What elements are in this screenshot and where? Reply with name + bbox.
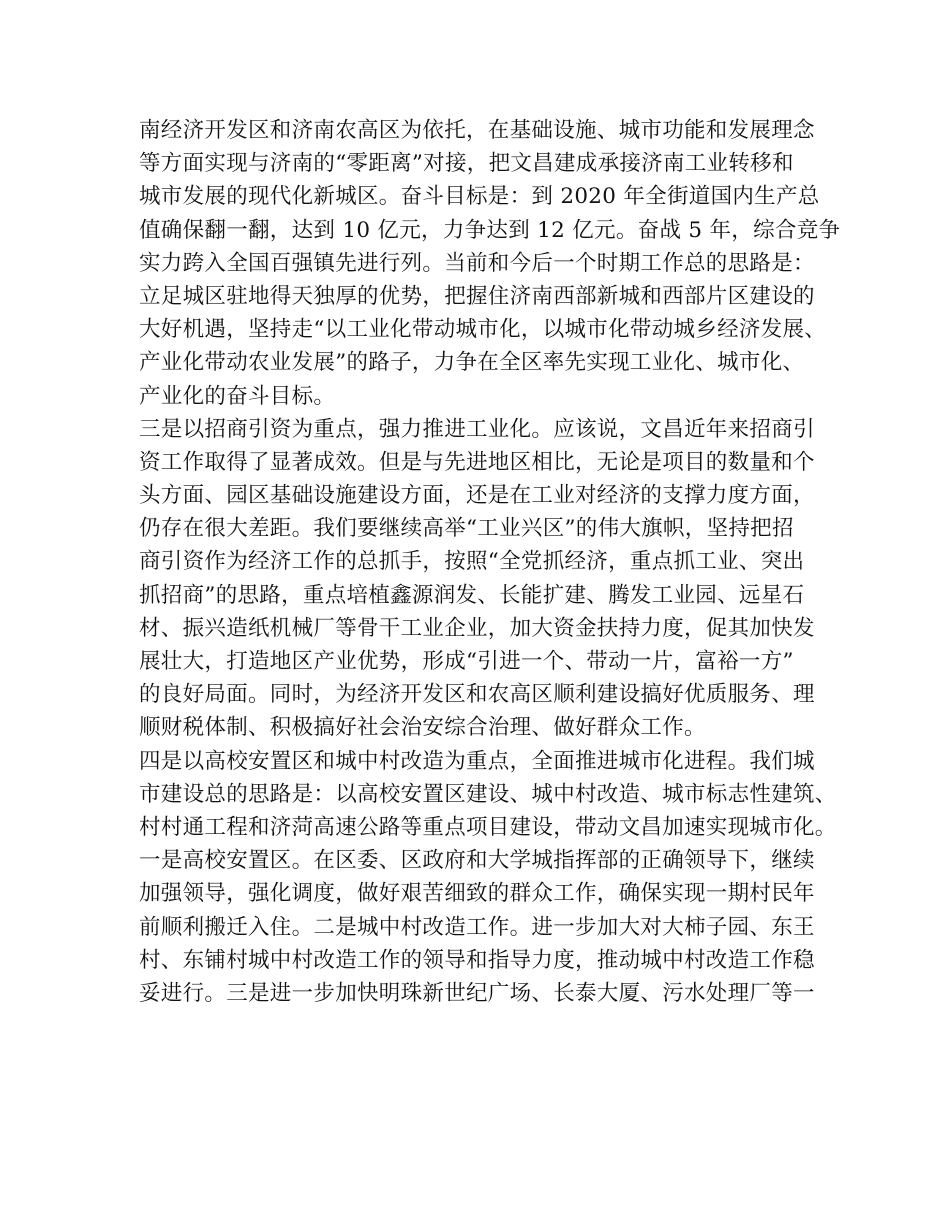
text-line: 一是高校安置区。在区委、区政府和大学城指挥部的正确领导下，继续 — [139, 848, 815, 874]
text-line: 资工作取得了显著成效。但是与先进地区相比，无论是项目的数量和个 — [139, 449, 815, 475]
text-line: 商引资作为经济工作的总抓手，按照“全党抓经济，重点抓工业、突出 — [139, 549, 805, 575]
text-line: 产业化的奋斗目标。 — [139, 383, 336, 409]
text-line: 顺财税体制、积极搞好社会治安综合治理、做好群众工作。 — [139, 715, 706, 741]
text-line: 等方面实现与济南的“零距离”对接，把文昌建成承接济南工业转移和 — [139, 151, 794, 177]
text-line: 的良好局面。同时，为经济开发区和农高区顺利建设搞好优质服务、理 — [139, 682, 815, 708]
text-line: 前顺利搬迁入住。二是城中村改造工作。进一步加大对大柿子园、东王 — [139, 914, 815, 940]
text-line: 抓招商”的思路，重点培植鑫源润发、长能扩建、腾发工业园、远星石 — [139, 582, 805, 608]
text-line: 立足城区驻地得天独厚的优势，把握住济南西部新城和西部片区建设的 — [139, 283, 815, 309]
text-line: 材、振兴造纸机械厂等骨干工业企业，加大资金扶持力度，促其加快发 — [139, 615, 815, 641]
text-line: 城市发展的现代化新城区。奋斗目标是：到 2020 年全街道国内生产总 — [139, 184, 820, 210]
text-line: 大好机遇，坚持走“以工业化带动城市化，以城市化带动城乡经济发展、 — [139, 317, 827, 343]
text-line: 仍存在很大差距。我们要继续高举“工业兴区”的伟大旗帜，坚持把招 — [139, 516, 794, 542]
text-line: 村村通工程和济菏高速公路等重点项目建设，带动文昌加速实现城市化。 — [139, 814, 837, 840]
body-text — [139, 114, 841, 1010]
text-line: 市建设总的思路是：以高校安置区建设、城中村改造、城市标志性建筑、 — [139, 781, 837, 807]
text-line: 妥进行。三是进一步加快明珠新世纪广场、长泰大厦、污水处理厂等一 — [139, 980, 815, 1006]
text-line: 三是以招商引资为重点，强力推进工业化。应该说，文昌近年来招商引 — [139, 416, 815, 442]
text-line: 村、东铺村城中村改造工作的领导和指导力度，推动城中村改造工作稳 — [139, 947, 815, 973]
text-line: 产业化带动农业发展”的路子，力争在全区率先实现工业化、城市化、 — [139, 350, 805, 376]
text-line: 南经济开发区和济南农高区为依托，在基础设施、城市功能和发展理念 — [139, 118, 815, 143]
text-line: 实力跨入全国百强镇先进行列。当前和今后一个时期工作总的思路是： — [139, 250, 815, 276]
text-line: 值确保翻一翻，达到 10 亿元，力争达到 12 亿元。奋战 5 年，综合竞争 — [139, 217, 841, 243]
text-line: 加强领导，强化调度，做好艰苦细致的群众工作，确保实现一期村民年 — [139, 881, 815, 907]
text-line: 展壮大，打造地区产业优势，形成“引进一个、带动一片，富裕一方” — [139, 649, 794, 674]
text-line: 四是以高校安置区和城中村改造为重点，全面推进城市化进程。我们城 — [139, 748, 815, 774]
text-line: 头方面、园区基础设施建设方面，还是在工业对经济的支撑力度方面， — [139, 483, 815, 509]
